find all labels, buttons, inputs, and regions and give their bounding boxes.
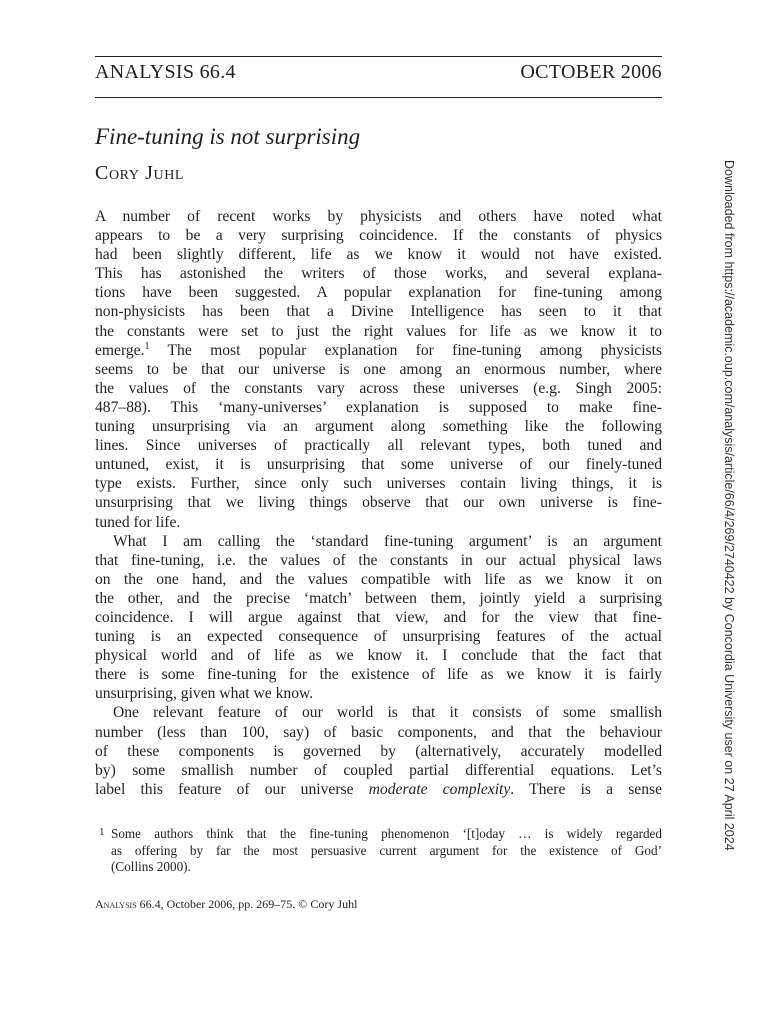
text-line: 487–88). This ‘many-universes’ explanation is supposed to make fine-	[95, 398, 662, 416]
text-line: physical world and of life as we know it. I conclude that the fact that	[95, 647, 662, 665]
citation-journal: Analysis	[95, 897, 137, 911]
text-fragment: label this feature of our universe	[95, 780, 354, 798]
paragraph-1	[95, 207, 662, 532]
text-line: coincidence. I will argue against that view, and for the view that fine-	[95, 608, 662, 626]
article-author: Cory Juhl	[95, 162, 185, 184]
issue-date: OCTOBER 2006	[520, 61, 662, 83]
text-fragment: emerge.	[95, 341, 145, 359]
text-line: appears to be a very surprising coincidence. If the constants of physics	[95, 227, 662, 245]
text-line: number (less than 100, say) of basic components, and that the behaviour	[95, 723, 662, 741]
journal-name: ANALYSIS 66.4	[95, 61, 236, 83]
text-line: lines. Since universes of practically all relevant types, both tuned and	[95, 437, 662, 455]
text-line: tions have been suggested. A popular explanation for fine-tuning among	[95, 284, 662, 302]
text-line: tuning unsurprising via an argument along something like the following	[95, 418, 662, 436]
text-line: by) some smallish number of coupled partial differential equations. Let’s	[95, 761, 662, 779]
footnote-line: (Collins 2000).	[111, 859, 191, 875]
footnote-1	[95, 826, 662, 876]
text-line: non-physicists has been that a Divine Intelligence has seen to it that	[95, 303, 662, 321]
text-line	[95, 780, 662, 799]
header-rule-bottom	[95, 97, 662, 98]
text-line: untuned, exist, it is unsurprising that some universe of our finely-tuned	[95, 456, 662, 474]
text-line: that fine-tuning, i.e. the values of the constants in our actual physical laws	[95, 551, 662, 569]
footnote-line: as offering by far the most persuasive current argument for the existence of God’	[111, 842, 662, 858]
text-line: One relevant feature of our world is that it consists of some smallish	[113, 704, 662, 722]
download-watermark: Downloaded from https://academic.oup.com/analysis/article/66/4/269/2740422 by Concordia University user on 27 April 2024	[722, 160, 736, 851]
text-line: tuned for life.	[95, 513, 181, 531]
running-header	[95, 61, 662, 84]
text-line: A number of recent works by physicists and others have noted what	[95, 208, 662, 225]
emphasis-term: moderate complexity	[368, 780, 511, 798]
text-line: had been slightly different, life as we know it would not have existed.	[95, 246, 662, 264]
header-rule-top	[95, 56, 662, 57]
text-fragment: The most popular explanation for fine-tuning among physicists	[167, 341, 663, 359]
text-line: the values of the constants vary across these universes (e.g. Singh 2005:	[95, 379, 662, 397]
footnote-mark: 1	[99, 826, 105, 838]
text-line: This has astonished the writers of those works, and several explana-	[95, 265, 662, 283]
text-line	[95, 341, 662, 360]
text-line: on the one hand, and the values compatible with life as we know it on	[95, 570, 662, 588]
text-line: unsurprising that we living things observe that our own universe is fine-	[95, 494, 662, 512]
text-line: seems to be that our universe is one among an enormous number, where	[95, 360, 662, 378]
text-line: type exists. Further, since only such universes contain living things, it is	[95, 475, 662, 493]
article-title: Fine-tuning is not surprising	[95, 124, 361, 149]
text-line: What I am calling the ‘standard fine-tuning argument’ is an argument	[113, 532, 662, 550]
paragraph-3	[95, 703, 662, 798]
page-citation	[95, 897, 357, 912]
text-line: there is some fine-tuning for the existence of life as we know it is fairly	[95, 666, 662, 684]
text-line: the other, and the precise ‘match’ between them, jointly yield a surprising	[95, 589, 662, 607]
text-fragment: . There is a sense	[510, 780, 662, 798]
text-line: unsurprising, given what we know.	[95, 685, 314, 703]
footnote-text	[111, 826, 662, 876]
paragraph-2	[95, 532, 662, 704]
footnote-ref-1[interactable]: 1	[144, 340, 150, 352]
article-body	[95, 207, 662, 799]
text-line: the constants were set to just the right values for life as we know it to	[95, 322, 662, 340]
citation-details: 66.4, October 2006, pp. 269–75. © Cory Juhl	[136, 897, 358, 911]
text-line: tuning is an expected consequence of unsurprising features of the actual	[95, 628, 662, 646]
footnote-line: Some authors think that the fine-tuning phenomenon ‘[t]oday … is widely regarded	[111, 826, 662, 841]
text-line: of these components is governed by (alternatively, accurately modelled	[95, 742, 662, 760]
